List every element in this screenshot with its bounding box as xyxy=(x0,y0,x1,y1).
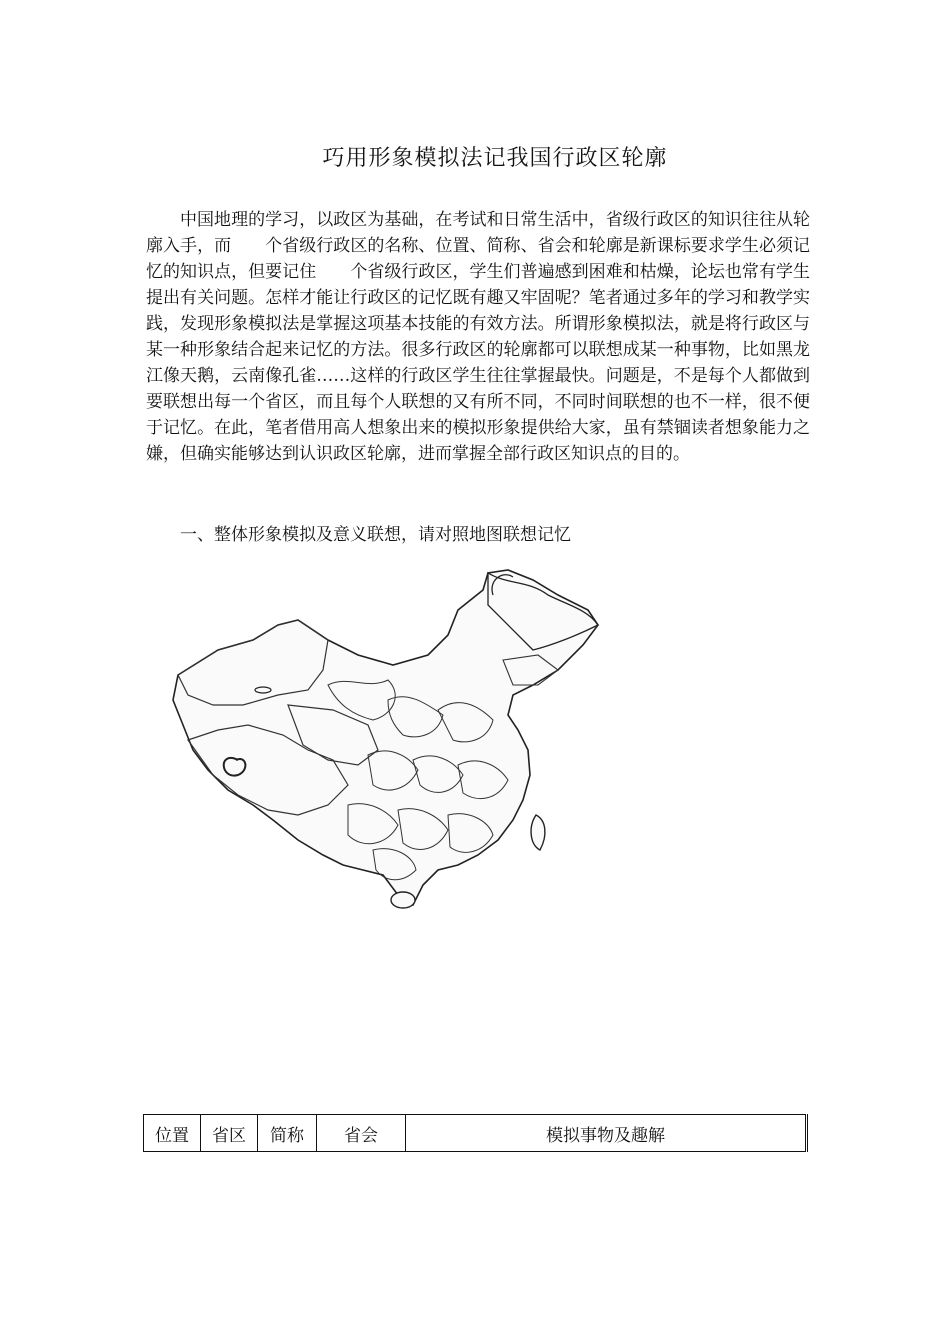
col-header-abbreviation: 简称 xyxy=(258,1115,317,1152)
province-table xyxy=(143,1114,808,1152)
map-outline xyxy=(173,570,598,905)
col-header-capital: 省会 xyxy=(317,1115,406,1152)
hainan-island xyxy=(391,892,415,908)
table-header-row xyxy=(144,1115,807,1152)
taiwan-island xyxy=(531,815,545,850)
intro-paragraph: 中国地理的学习，以政区为基础，在考试和日常生活中，省级行政区的知识往往从轮廓入手，而 个省级行政区的名称、位置、简称、省会和轮廓是新课标要求学生必须记忆的知识点，但要记住 个省级行政区，学生们普遍感到困难和枯燥，论坛也常有学生提出有关问题。怎样才能让行政区的记忆既有趣又牢固呢？笔者通过多年的学习和教学实践，发现形象模拟法是掌握这项基本技能的有效方法。所谓形象模拟法，就是将行政区与某一种形象结合起来记忆的方法。很多行政区的轮廓都可以联想成某一种事物，比如黑龙江像天鹅，云南像孔雀……这样的行政区学生往往掌握最快。问题是，不是每个人都做到要联想出每一个省区，而且每个人联想的又有所不同，不同时间联想的也不一样，很不便于记忆。在此，笔者借用高人想象出来的模拟形象提供给大家，虽有禁锢读者想象能力之嫌，但确实能够达到认识政区轮廓，进而掌握全部行政区知识点的目的。 xyxy=(146,210,810,464)
col-header-province: 省区 xyxy=(201,1115,258,1152)
province-caricature-map xyxy=(158,565,618,915)
section-heading: 一、整体形象模拟及意义联想，请对照地图联想记忆 xyxy=(180,525,571,545)
page-title: 巧用形象模拟法记我国行政区轮廓 xyxy=(322,146,668,171)
col-header-position: 位置 xyxy=(144,1115,201,1152)
col-header-simulation: 模拟事物及趣解 xyxy=(406,1115,807,1152)
